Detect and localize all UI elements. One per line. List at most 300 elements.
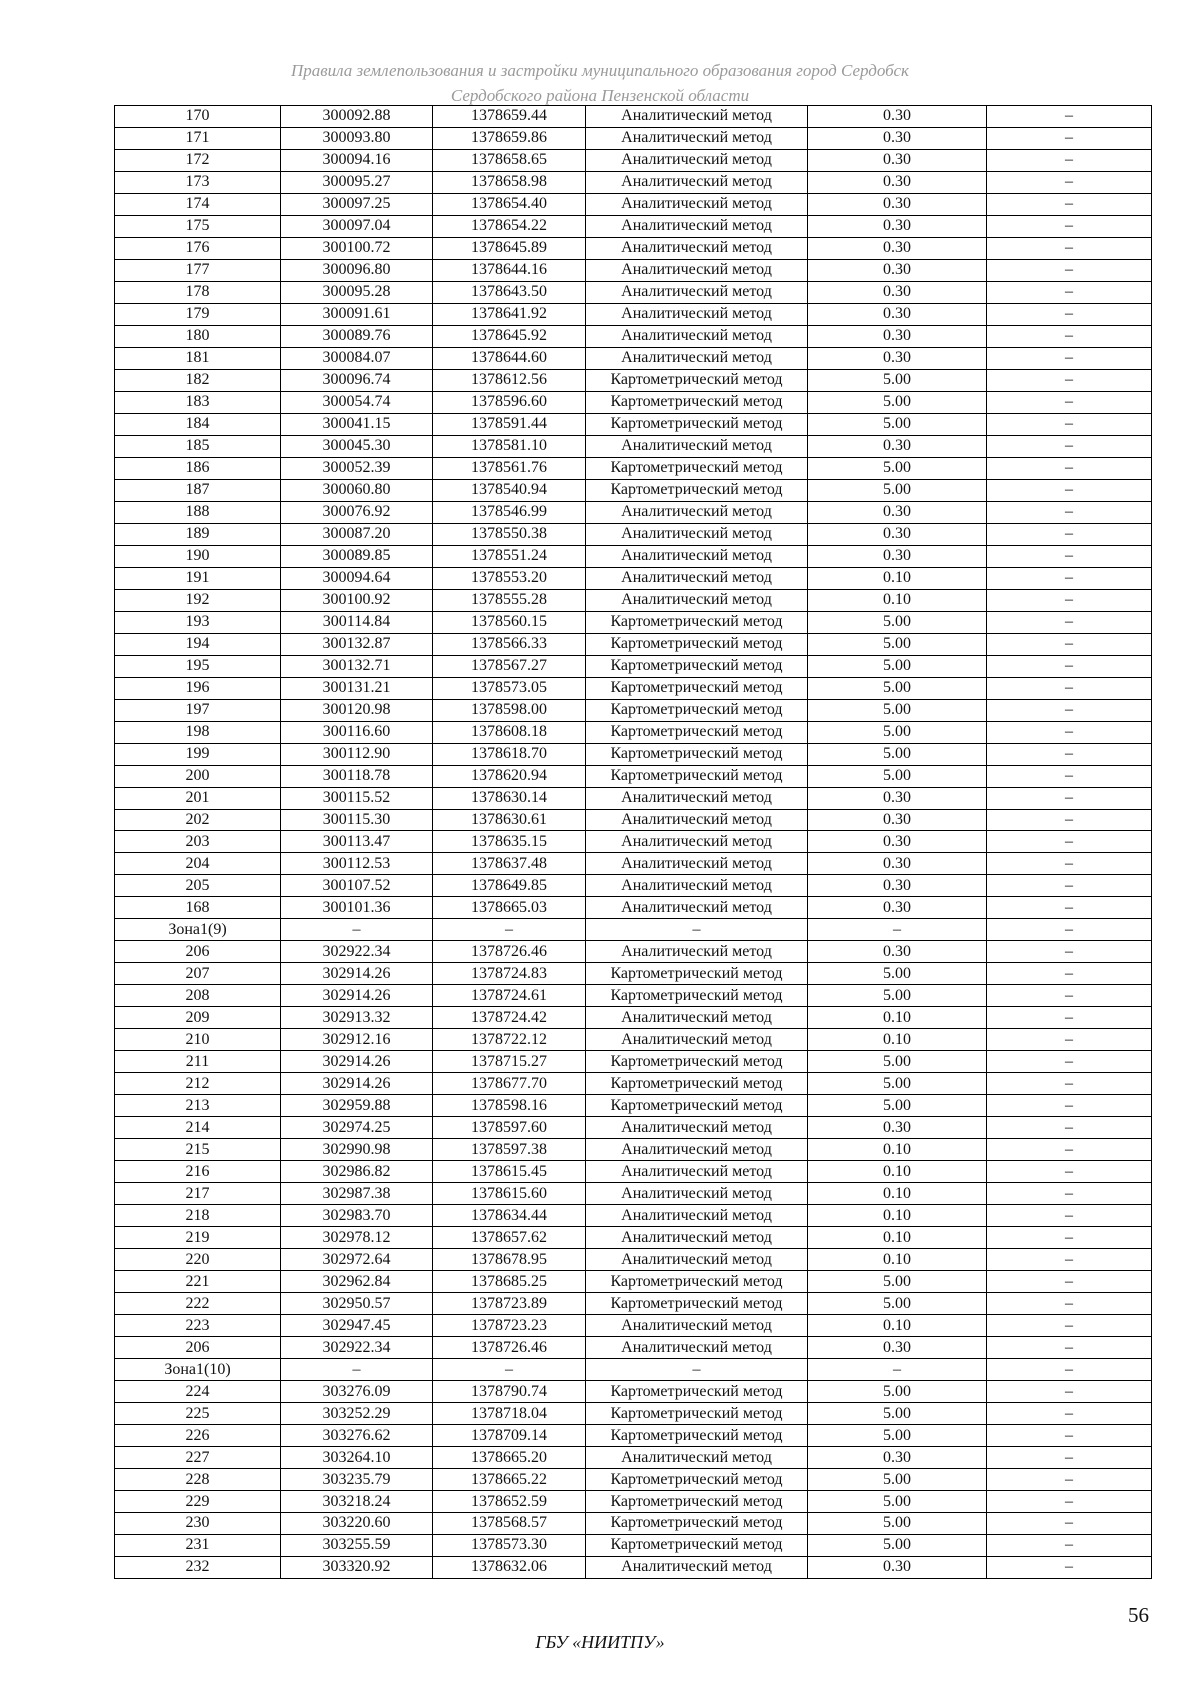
x-coordinate-cell: 300076.92 [281, 501, 433, 523]
method-cell: Аналитический метод [586, 1337, 808, 1359]
x-coordinate-cell: 300089.76 [281, 325, 433, 347]
note-cell: – [987, 435, 1152, 457]
method-cell: Аналитический метод [586, 1556, 808, 1578]
y-coordinate-cell: 1378637.48 [433, 853, 586, 875]
header-line-1: Правила землепользования и застройки муниципального образования город Сердобск [290, 61, 909, 80]
y-coordinate-cell: 1378657.62 [433, 1227, 586, 1249]
table-row [115, 501, 1152, 523]
method-cell: Картометрический метод [586, 1425, 808, 1447]
note-cell: – [987, 1403, 1152, 1425]
method-cell: Аналитический метод [586, 897, 808, 919]
accuracy-cell: 0.30 [808, 303, 987, 325]
x-coordinate-cell: 300115.30 [281, 809, 433, 831]
method-cell: Аналитический метод [586, 1315, 808, 1337]
method-cell: Аналитический метод [586, 831, 808, 853]
x-coordinate-cell: 300132.87 [281, 633, 433, 655]
method-cell: Картометрический метод [586, 1051, 808, 1073]
point-number-cell: 188 [115, 501, 281, 523]
point-number-cell: 184 [115, 413, 281, 435]
accuracy-cell: 5.00 [808, 655, 987, 677]
note-cell: – [987, 1337, 1152, 1359]
accuracy-cell: 0.30 [808, 325, 987, 347]
table-row [115, 589, 1152, 611]
y-coordinate-cell: 1378709.14 [433, 1425, 586, 1447]
point-number-cell: 220 [115, 1249, 281, 1271]
note-cell: – [987, 919, 1152, 941]
accuracy-cell: 0.30 [808, 831, 987, 853]
y-coordinate-cell: 1378641.92 [433, 303, 586, 325]
x-coordinate-cell: 303264.10 [281, 1447, 433, 1469]
note-cell: – [987, 171, 1152, 193]
x-coordinate-cell: 300095.27 [281, 171, 433, 193]
point-number-cell: 210 [115, 1029, 281, 1051]
note-cell: – [987, 1205, 1152, 1227]
point-number-cell: 213 [115, 1095, 281, 1117]
y-coordinate-cell: 1378598.16 [433, 1095, 586, 1117]
accuracy-cell: 0.30 [808, 347, 987, 369]
point-number-cell: 168 [115, 897, 281, 919]
accuracy-cell: 0.30 [808, 281, 987, 303]
table-row [115, 787, 1152, 809]
table-row [115, 237, 1152, 259]
accuracy-cell: 0.30 [808, 523, 987, 545]
x-coordinate-cell: 300131.21 [281, 677, 433, 699]
point-number-cell: 211 [115, 1051, 281, 1073]
note-cell: – [987, 479, 1152, 501]
accuracy-cell: 5.00 [808, 479, 987, 501]
point-number-cell: 170 [115, 106, 281, 128]
point-number-cell: Зона1(10) [115, 1359, 281, 1381]
x-coordinate-cell: 302974.25 [281, 1117, 433, 1139]
table-row [115, 1447, 1152, 1469]
note-cell: – [987, 1381, 1152, 1403]
table-row [115, 1513, 1152, 1535]
table-row [115, 281, 1152, 303]
table-row [115, 853, 1152, 875]
y-coordinate-cell: 1378644.60 [433, 347, 586, 369]
accuracy-cell: 0.30 [808, 1117, 987, 1139]
note-cell: – [987, 765, 1152, 787]
table-row [115, 963, 1152, 985]
method-cell: Аналитический метод [586, 127, 808, 149]
accuracy-cell: 0.30 [808, 237, 987, 259]
method-cell: Аналитический метод [586, 106, 808, 128]
method-cell: Аналитический метод [586, 545, 808, 567]
point-number-cell: 215 [115, 1139, 281, 1161]
table-row [115, 765, 1152, 787]
point-number-cell: 200 [115, 765, 281, 787]
accuracy-cell: 5.00 [808, 1073, 987, 1095]
point-number-cell: 171 [115, 127, 281, 149]
accuracy-cell: 0.30 [808, 106, 987, 128]
note-cell: – [987, 1183, 1152, 1205]
accuracy-cell: 5.00 [808, 391, 987, 413]
method-cell: Картометрический метод [586, 391, 808, 413]
table-row [115, 1381, 1152, 1403]
method-cell: Картометрический метод [586, 963, 808, 985]
table-row [115, 1205, 1152, 1227]
y-coordinate-cell: 1378573.30 [433, 1534, 586, 1556]
method-cell: Картометрический метод [586, 1293, 808, 1315]
table-row [115, 875, 1152, 897]
method-cell: Картометрический метод [586, 1381, 808, 1403]
x-coordinate-cell: 302912.16 [281, 1029, 433, 1051]
table-row [115, 1491, 1152, 1513]
accuracy-cell: 5.00 [808, 985, 987, 1007]
x-coordinate-cell: 302914.26 [281, 1073, 433, 1095]
note-cell: – [987, 809, 1152, 831]
accuracy-cell: 5.00 [808, 765, 987, 787]
accuracy-cell: 5.00 [808, 1491, 987, 1513]
method-cell: Аналитический метод [586, 567, 808, 589]
x-coordinate-cell: 300060.80 [281, 479, 433, 501]
point-number-cell: 193 [115, 611, 281, 633]
y-coordinate-cell: 1378649.85 [433, 875, 586, 897]
x-coordinate-cell: 302990.98 [281, 1139, 433, 1161]
x-coordinate-cell: 300115.52 [281, 787, 433, 809]
method-cell: Картометрический метод [586, 699, 808, 721]
table-row [115, 611, 1152, 633]
y-coordinate-cell: 1378553.20 [433, 567, 586, 589]
point-number-cell: 175 [115, 215, 281, 237]
x-coordinate-cell: 303220.60 [281, 1513, 433, 1535]
accuracy-cell: 5.00 [808, 677, 987, 699]
x-coordinate-cell: 302922.34 [281, 941, 433, 963]
y-coordinate-cell: 1378718.04 [433, 1403, 586, 1425]
note-cell: – [987, 985, 1152, 1007]
note-cell: – [987, 259, 1152, 281]
method-cell: Аналитический метод [586, 1117, 808, 1139]
accuracy-cell: 0.30 [808, 545, 987, 567]
point-number-cell: 197 [115, 699, 281, 721]
point-number-cell: 189 [115, 523, 281, 545]
y-coordinate-cell: 1378726.46 [433, 1337, 586, 1359]
point-number-cell: 179 [115, 303, 281, 325]
point-number-cell: 230 [115, 1513, 281, 1535]
point-number-cell: 183 [115, 391, 281, 413]
note-cell: – [987, 1051, 1152, 1073]
accuracy-cell: 5.00 [808, 743, 987, 765]
note-cell: – [987, 1469, 1152, 1491]
method-cell: Картометрический метод [586, 1095, 808, 1117]
point-number-cell: 191 [115, 567, 281, 589]
note-cell: – [987, 1447, 1152, 1469]
note-cell: – [987, 941, 1152, 963]
note-cell: – [987, 1117, 1152, 1139]
note-cell: – [987, 149, 1152, 171]
table-row [115, 1556, 1152, 1578]
accuracy-cell: 0.10 [808, 1029, 987, 1051]
accuracy-cell: 5.00 [808, 1403, 987, 1425]
x-coordinate-cell: 302914.26 [281, 985, 433, 1007]
table-row [115, 1073, 1152, 1095]
y-coordinate-cell: 1378723.23 [433, 1315, 586, 1337]
method-cell: Аналитический метод [586, 237, 808, 259]
method-cell: Картометрический метод [586, 457, 808, 479]
x-coordinate-cell: 302950.57 [281, 1293, 433, 1315]
method-cell: Аналитический метод [586, 941, 808, 963]
table-row [115, 391, 1152, 413]
table-row [115, 809, 1152, 831]
accuracy-cell: 0.10 [808, 589, 987, 611]
point-number-cell: 196 [115, 677, 281, 699]
table-row [115, 106, 1152, 128]
y-coordinate-cell: 1378678.95 [433, 1249, 586, 1271]
point-number-cell: 205 [115, 875, 281, 897]
note-cell: – [987, 743, 1152, 765]
y-coordinate-cell: 1378555.28 [433, 589, 586, 611]
accuracy-cell: 0.30 [808, 897, 987, 919]
method-cell: Картометрический метод [586, 1513, 808, 1535]
accuracy-cell: 5.00 [808, 963, 987, 985]
y-coordinate-cell: 1378634.44 [433, 1205, 586, 1227]
accuracy-cell: 0.30 [808, 853, 987, 875]
note-cell: – [987, 303, 1152, 325]
x-coordinate-cell: 300096.80 [281, 259, 433, 281]
x-coordinate-cell: 303276.62 [281, 1425, 433, 1447]
note-cell: – [987, 567, 1152, 589]
table-row [115, 1337, 1152, 1359]
point-number-cell: 192 [115, 589, 281, 611]
method-cell: Аналитический метод [586, 435, 808, 457]
note-cell: – [987, 677, 1152, 699]
accuracy-cell: 5.00 [808, 1425, 987, 1447]
x-coordinate-cell: 300116.60 [281, 721, 433, 743]
accuracy-cell: 5.00 [808, 1534, 987, 1556]
point-number-cell: 225 [115, 1403, 281, 1425]
table-row [115, 721, 1152, 743]
table-row [115, 1249, 1152, 1271]
method-cell: Картометрический метод [586, 1271, 808, 1293]
note-cell: – [987, 523, 1152, 545]
y-coordinate-cell: 1378654.40 [433, 193, 586, 215]
x-coordinate-cell: 300097.25 [281, 193, 433, 215]
footer-organization: ГБУ «НИИТПУ» [535, 1632, 665, 1652]
y-coordinate-cell: 1378722.12 [433, 1029, 586, 1051]
note-cell: – [987, 127, 1152, 149]
y-coordinate-cell: 1378652.59 [433, 1491, 586, 1513]
x-coordinate-cell: 302947.45 [281, 1315, 433, 1337]
y-coordinate-cell: 1378659.44 [433, 106, 586, 128]
x-coordinate-cell: 303255.59 [281, 1534, 433, 1556]
table-row [115, 545, 1152, 567]
y-coordinate-cell: – [433, 919, 586, 941]
method-cell: Аналитический метод [586, 1447, 808, 1469]
note-cell: – [987, 1095, 1152, 1117]
note-cell: – [987, 193, 1152, 215]
x-coordinate-cell: 300112.53 [281, 853, 433, 875]
page-number: 56 [1128, 1603, 1149, 1627]
note-cell: – [987, 963, 1152, 985]
accuracy-cell: 0.30 [808, 193, 987, 215]
y-coordinate-cell: 1378598.00 [433, 699, 586, 721]
y-coordinate-cell: 1378659.86 [433, 127, 586, 149]
note-cell: – [987, 215, 1152, 237]
accuracy-cell: 5.00 [808, 1513, 987, 1535]
method-cell: Аналитический метод [586, 875, 808, 897]
x-coordinate-cell: 300045.30 [281, 435, 433, 457]
note-cell: – [987, 699, 1152, 721]
y-coordinate-cell: 1378540.94 [433, 479, 586, 501]
table-row [115, 1139, 1152, 1161]
accuracy-cell: 0.30 [808, 215, 987, 237]
coordinates-table-body [115, 106, 1152, 1579]
y-coordinate-cell: 1378596.60 [433, 391, 586, 413]
x-coordinate-cell: 300054.74 [281, 391, 433, 413]
point-number-cell: 204 [115, 853, 281, 875]
accuracy-cell: 0.10 [808, 1227, 987, 1249]
y-coordinate-cell: 1378618.70 [433, 743, 586, 765]
y-coordinate-cell: 1378551.24 [433, 545, 586, 567]
method-cell: Аналитический метод [586, 523, 808, 545]
accuracy-cell: 0.30 [808, 501, 987, 523]
point-number-cell: 185 [115, 435, 281, 457]
method-cell: Аналитический метод [586, 149, 808, 171]
note-cell: – [987, 655, 1152, 677]
point-number-cell: 218 [115, 1205, 281, 1227]
method-cell: Аналитический метод [586, 853, 808, 875]
note-cell: – [987, 501, 1152, 523]
accuracy-cell: 0.30 [808, 127, 987, 149]
note-cell: – [987, 237, 1152, 259]
point-number-cell: 214 [115, 1117, 281, 1139]
table-row [115, 1469, 1152, 1491]
point-number-cell: 227 [115, 1447, 281, 1469]
accuracy-cell: – [808, 1359, 987, 1381]
method-cell: Картометрический метод [586, 413, 808, 435]
x-coordinate-cell: 303276.09 [281, 1381, 433, 1403]
point-number-cell: 229 [115, 1491, 281, 1513]
accuracy-cell: 0.10 [808, 1007, 987, 1029]
method-cell: Картометрический метод [586, 721, 808, 743]
y-coordinate-cell: 1378546.99 [433, 501, 586, 523]
y-coordinate-cell: – [433, 1359, 586, 1381]
y-coordinate-cell: 1378630.14 [433, 787, 586, 809]
note-cell: – [987, 1315, 1152, 1337]
point-number-cell: 178 [115, 281, 281, 303]
table-row [115, 897, 1152, 919]
point-number-cell: 173 [115, 171, 281, 193]
y-coordinate-cell: 1378665.22 [433, 1469, 586, 1491]
method-cell: Аналитический метод [586, 1139, 808, 1161]
y-coordinate-cell: 1378597.60 [433, 1117, 586, 1139]
y-coordinate-cell: 1378724.42 [433, 1007, 586, 1029]
note-cell: – [987, 369, 1152, 391]
method-cell: Картометрический метод [586, 1534, 808, 1556]
y-coordinate-cell: 1378726.46 [433, 941, 586, 963]
x-coordinate-cell: 302986.82 [281, 1161, 433, 1183]
point-number-cell: 206 [115, 941, 281, 963]
method-cell: Аналитический метод [586, 1161, 808, 1183]
accuracy-cell: 0.10 [808, 567, 987, 589]
note-cell: – [987, 1359, 1152, 1381]
table-row [115, 655, 1152, 677]
y-coordinate-cell: 1378620.94 [433, 765, 586, 787]
x-coordinate-cell: 300100.92 [281, 589, 433, 611]
method-cell: Аналитический метод [586, 1183, 808, 1205]
x-coordinate-cell: – [281, 919, 433, 941]
note-cell: – [987, 787, 1152, 809]
method-cell: Аналитический метод [586, 809, 808, 831]
x-coordinate-cell: 300114.84 [281, 611, 433, 633]
note-cell: – [987, 589, 1152, 611]
note-cell: – [987, 1249, 1152, 1271]
table-row [115, 1359, 1152, 1381]
point-number-cell: 208 [115, 985, 281, 1007]
x-coordinate-cell: 300096.74 [281, 369, 433, 391]
y-coordinate-cell: 1378635.15 [433, 831, 586, 853]
x-coordinate-cell: 303252.29 [281, 1403, 433, 1425]
accuracy-cell: 0.30 [808, 259, 987, 281]
point-number-cell: 221 [115, 1271, 281, 1293]
table-row [115, 457, 1152, 479]
point-number-cell: 209 [115, 1007, 281, 1029]
point-number-cell: 222 [115, 1293, 281, 1315]
table-row [115, 1117, 1152, 1139]
y-coordinate-cell: 1378615.60 [433, 1183, 586, 1205]
table-row [115, 743, 1152, 765]
table-row [115, 1095, 1152, 1117]
table-row [115, 633, 1152, 655]
point-number-cell: 199 [115, 743, 281, 765]
note-cell: – [987, 106, 1152, 128]
method-cell: Аналитический метод [586, 281, 808, 303]
method-cell: Аналитический метод [586, 501, 808, 523]
x-coordinate-cell: 300087.20 [281, 523, 433, 545]
table-row [115, 699, 1152, 721]
header-line-2: Сердобского района Пензенской области [450, 86, 750, 105]
note-cell: – [987, 1491, 1152, 1513]
point-number-cell: 226 [115, 1425, 281, 1447]
x-coordinate-cell: 302962.84 [281, 1271, 433, 1293]
y-coordinate-cell: 1378644.16 [433, 259, 586, 281]
x-coordinate-cell: 300094.64 [281, 567, 433, 589]
y-coordinate-cell: 1378615.45 [433, 1161, 586, 1183]
point-number-cell: 198 [115, 721, 281, 743]
method-cell: Картометрический метод [586, 369, 808, 391]
y-coordinate-cell: 1378645.92 [433, 325, 586, 347]
x-coordinate-cell: 300132.71 [281, 655, 433, 677]
point-number-cell: 206 [115, 1337, 281, 1359]
accuracy-cell: 0.30 [808, 875, 987, 897]
point-number-cell: 219 [115, 1227, 281, 1249]
y-coordinate-cell: 1378581.10 [433, 435, 586, 457]
table-row [115, 919, 1152, 941]
method-cell: Аналитический метод [586, 325, 808, 347]
x-coordinate-cell: 300120.98 [281, 699, 433, 721]
table-row [115, 1029, 1152, 1051]
y-coordinate-cell: 1378612.56 [433, 369, 586, 391]
point-number-cell: 174 [115, 193, 281, 215]
accuracy-cell: 5.00 [808, 1381, 987, 1403]
note-cell: – [987, 545, 1152, 567]
table-row [115, 127, 1152, 149]
x-coordinate-cell: 300089.85 [281, 545, 433, 567]
y-coordinate-cell: 1378568.57 [433, 1513, 586, 1535]
method-cell: Аналитический метод [586, 193, 808, 215]
table-row [115, 193, 1152, 215]
table-row [115, 523, 1152, 545]
y-coordinate-cell: 1378567.27 [433, 655, 586, 677]
x-coordinate-cell: 300113.47 [281, 831, 433, 853]
x-coordinate-cell: 302922.34 [281, 1337, 433, 1359]
point-number-cell: 224 [115, 1381, 281, 1403]
accuracy-cell: 0.30 [808, 787, 987, 809]
y-coordinate-cell: 1378665.20 [433, 1447, 586, 1469]
x-coordinate-cell: 303218.24 [281, 1491, 433, 1513]
method-cell: Картометрический метод [586, 1403, 808, 1425]
x-coordinate-cell: 302959.88 [281, 1095, 433, 1117]
